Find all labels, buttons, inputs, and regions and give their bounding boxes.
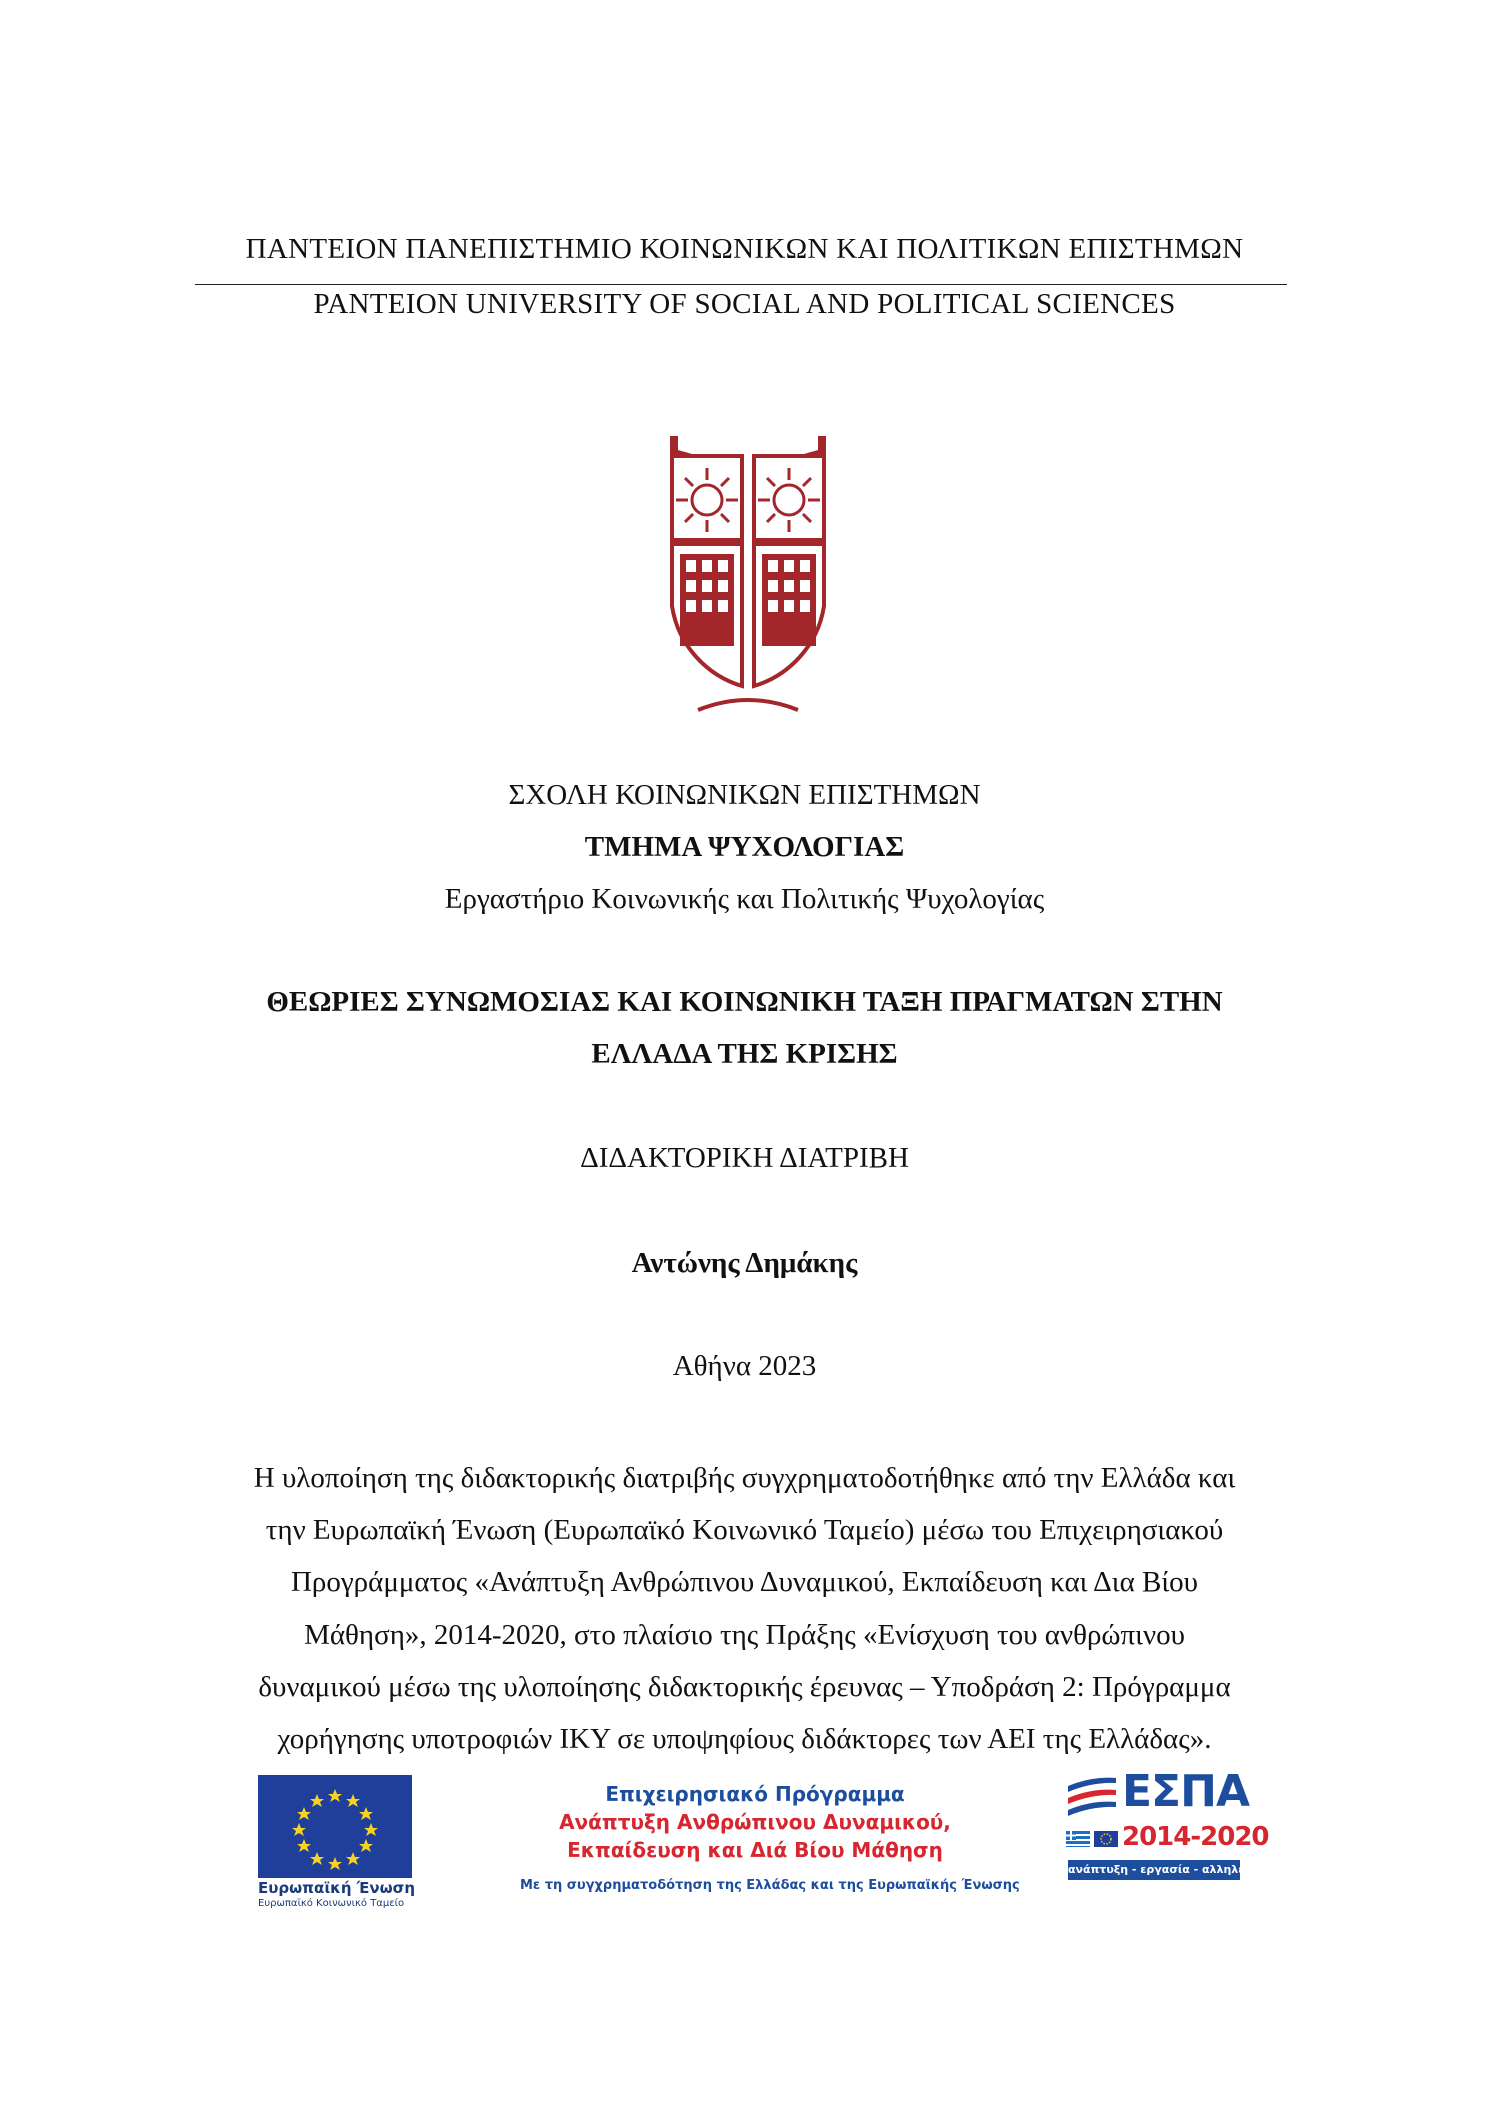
funding-statement bbox=[200, 1452, 1289, 1765]
espa-logo bbox=[1066, 1766, 1275, 1882]
university-name-greek: ΠΑΝΤΕΙΟΝ ΠΑΝΕΠΙΣΤΗΜΙΟ ΚΟΙΝΩΝΙΚΩΝ ΚΑΙ ΠΟΛΙΤΙΚΩΝ ΕΠΙΣΤΗΜΩΝ bbox=[245, 233, 1244, 265]
header-divider bbox=[195, 284, 1287, 285]
university-name-english: PANTEION UNIVERSITY OF SOCIAL AND POLITICAL SCIENCES bbox=[313, 288, 1176, 320]
operational-programme-logo bbox=[520, 1780, 1020, 1893]
eu-logo-name: Ευρωπαϊκή Ένωση bbox=[258, 1879, 416, 1897]
op-logo-cofinance-note: Με τη συγχρηματοδότηση της Ελλάδας και της Ευρωπαϊκής Ένωσης bbox=[520, 1878, 1020, 1893]
espa-logo-word: ΕΣΠΑ bbox=[1122, 1766, 1249, 1817]
thesis-title-line-2: ΕΛΛΑΔΑ ΤΗΣ ΚΡΙΣΗΣ bbox=[591, 1038, 898, 1070]
espa-logo-years: 2014-2020 bbox=[1122, 1822, 1269, 1852]
school-name: ΣΧΟΛΗ ΚΟΙΝΩΝΙΚΩΝ ΕΠΙΣΤΗΜΩΝ bbox=[508, 779, 981, 811]
op-logo-line-2: Ανάπτυξη Ανθρώπινου Δυναμικού, bbox=[559, 1810, 951, 1834]
thesis-type: ΔΙΔΑΚΤΟΡΙΚΗ ΔΙΑΤΡΙΒΗ bbox=[580, 1142, 909, 1174]
author-name: Αντώνης Δημάκης bbox=[631, 1247, 858, 1279]
eu-logo-subtitle: Ευρωπαϊκό Κοινωνικό Ταμείο bbox=[258, 1898, 405, 1909]
eu-flag-icon bbox=[258, 1775, 412, 1878]
op-logo-line-3: Εκπαίδευση και Διά Βίου Μάθηση bbox=[567, 1838, 943, 1862]
funding-line: Μάθηση», 2014-2020, στο πλαίσιο της Πράξης «Ενίσχυση του ανθρώπινου bbox=[304, 1618, 1185, 1651]
funding-line: Προγράμματος «Ανάπτυξη Ανθρώπινου Δυναμικού, Εκπαίδευση και Δια Βίου bbox=[290, 1566, 1199, 1599]
funding-line: την Ευρωπαϊκή Ένωση (Ευρωπαϊκό Κοινωνικό Ταμείο) μέσω του Επιχειρησιακού bbox=[265, 1514, 1224, 1547]
place-and-date: Αθήνα 2023 bbox=[672, 1350, 817, 1382]
op-logo-line-1: Επιχειρησιακό Πρόγραμμα bbox=[605, 1782, 905, 1806]
department-name: ΤΜΗΜΑ ΨΥΧΟΛΟΓΙΑΣ bbox=[584, 831, 905, 863]
university-crest-icon bbox=[668, 436, 828, 716]
espa-logo-tagline: ανάπτυξη - εργασία - αλληλεγγύη bbox=[1068, 1860, 1240, 1880]
espa-waves-icon bbox=[1066, 1774, 1118, 1820]
greek-eu-flags-icon bbox=[1066, 1830, 1118, 1848]
funding-line: Η υλοποίηση της διδακτορικής διατριβής συγχρηματοδοτήθηκε από την Ελλάδα και bbox=[253, 1462, 1236, 1494]
thesis-title-line-1: ΘΕΩΡΙΕΣ ΣΥΝΩΜΟΣΙΑΣ ΚΑΙ ΚΟΙΝΩΝΙΚΗ ΤΑΞΗ ΠΡΑΓΜΑΤΩΝ ΣΤΗΝ bbox=[266, 986, 1223, 1018]
funding-line: δυναμικού μέσω της υλοποίησης διδακτορικής έρευνας – Υποδράση 2: Πρόγραμμα bbox=[258, 1670, 1231, 1703]
laboratory-name: Εργαστήριο Κοινωνικής και Πολιτικής Ψυχολογίας bbox=[444, 883, 1045, 915]
funding-line: χορήγησης υποτροφιών ΙΚΥ σε υποψηφίους διδάκτορες των ΑΕΙ της Ελλάδας». bbox=[277, 1723, 1212, 1756]
